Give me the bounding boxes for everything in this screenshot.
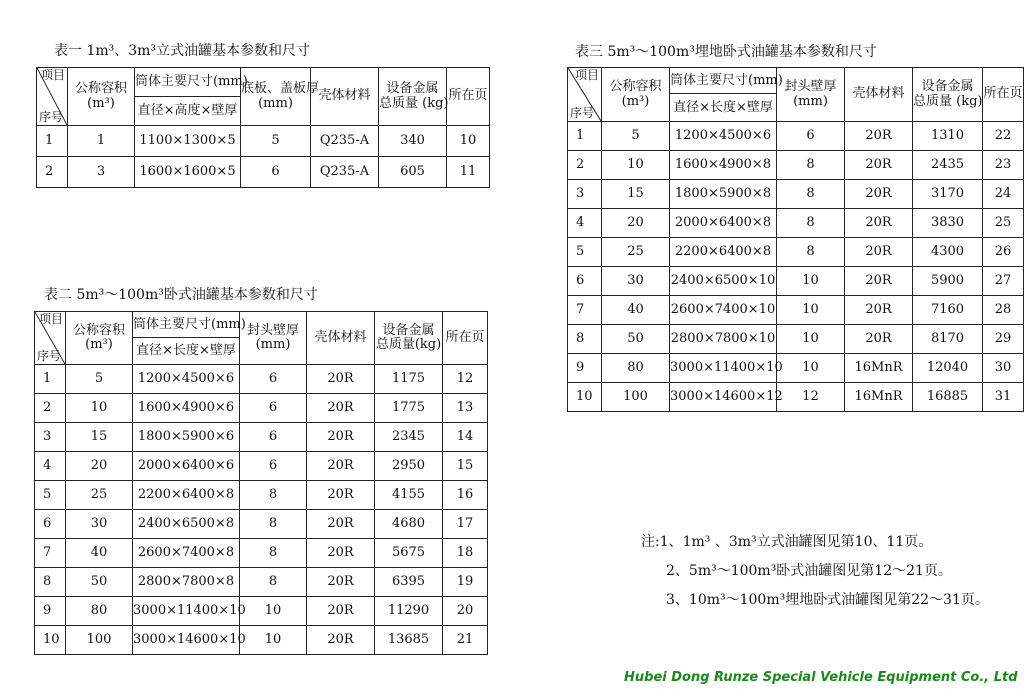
table2-cell-mass: 2345 bbox=[375, 423, 443, 452]
table3-cell-page: 24 bbox=[983, 180, 1024, 209]
table1-cell-seq: 2 bbox=[37, 157, 68, 188]
table1-cell-page: 10 bbox=[447, 126, 490, 157]
table3-cell-seq: 4 bbox=[568, 209, 602, 238]
table-row bbox=[568, 209, 1024, 238]
table3-cell-thickness: 10 bbox=[777, 354, 845, 383]
table2-cell-thickness: 6 bbox=[240, 452, 307, 481]
table3-cell-mass: 5900 bbox=[913, 267, 983, 296]
table3-cell-dims: 2800×7800×10 bbox=[670, 325, 777, 354]
note-1: 注:1、1m³ 、3m³立式油罐图见第10、11页。 bbox=[641, 534, 933, 550]
table3-cell-capacity: 50 bbox=[602, 325, 670, 354]
table2-cell-capacity: 5 bbox=[66, 365, 133, 394]
table3-header-dims-sub: 直径×长度×壁厚 bbox=[673, 100, 773, 115]
table1-cell-seq: 1 bbox=[37, 126, 68, 157]
table1-header-plate-label: 底板、盖板厚 bbox=[241, 81, 320, 97]
table2-cell-dims: 2000×6400×6 bbox=[133, 452, 240, 481]
table3-cell-thickness: 10 bbox=[777, 325, 845, 354]
table2-cell-thickness: 8 bbox=[240, 568, 307, 597]
table2-cell-capacity: 25 bbox=[66, 481, 133, 510]
table2-cell-thickness: 10 bbox=[240, 626, 307, 655]
table2-header-material: 壳体材料 bbox=[307, 312, 375, 365]
table2-cell-mass: 1775 bbox=[375, 394, 443, 423]
table1-header-mass bbox=[379, 68, 447, 126]
table1-header-capacity-unit: (m³) bbox=[87, 95, 115, 111]
table2-cell-seq: 1 bbox=[35, 365, 66, 394]
table2-cell-page: 13 bbox=[443, 394, 488, 423]
table2-cell-mass: 1175 bbox=[375, 365, 443, 394]
table1 bbox=[36, 67, 490, 188]
table2-header-page: 所在页 bbox=[443, 312, 488, 365]
table2-header-head bbox=[240, 312, 307, 365]
table3-cell-dims: 3000×14600×12 bbox=[670, 383, 777, 412]
table3-cell-seq: 10 bbox=[568, 383, 602, 412]
table2-header-mass-label: 设备金属 bbox=[382, 322, 435, 338]
table2-cell-seq: 3 bbox=[35, 423, 66, 452]
table-row bbox=[568, 325, 1024, 354]
table2-cell-dims: 2200×6400×8 bbox=[133, 481, 240, 510]
table3-cell-capacity: 40 bbox=[602, 296, 670, 325]
table3-cell-material: 20R bbox=[845, 209, 913, 238]
table3-cell-page: 23 bbox=[983, 151, 1024, 180]
table2-header-capacity bbox=[66, 312, 133, 365]
table-row bbox=[568, 238, 1024, 267]
table2-cell-material: 20R bbox=[307, 452, 375, 481]
table-row bbox=[37, 157, 490, 188]
table1-header-material: 壳体材料 bbox=[311, 68, 379, 126]
table2-cell-mass: 4680 bbox=[375, 510, 443, 539]
table2-cell-page: 12 bbox=[443, 365, 488, 394]
table3-header-capacity-unit: (m³) bbox=[621, 93, 650, 109]
table3-header-mass-sub: 总质量 (kg) bbox=[913, 93, 983, 109]
table1-header-seq: 序号 bbox=[39, 109, 64, 124]
table2-header-head-unit: (mm) bbox=[255, 337, 291, 352]
table3-cell-dims: 1600×4900×8 bbox=[670, 151, 777, 180]
table2-diag-header bbox=[35, 312, 66, 365]
table3-cell-thickness: 6 bbox=[777, 122, 845, 151]
table2-cell-thickness: 10 bbox=[240, 597, 307, 626]
table3-cell-seq: 6 bbox=[568, 267, 602, 296]
table2-cell-page: 15 bbox=[443, 452, 488, 481]
table2-cell-dims: 3000×14600×10 bbox=[133, 626, 240, 655]
table3-cell-thickness: 10 bbox=[777, 267, 845, 296]
table2-header-seq: 序号 bbox=[37, 348, 62, 363]
table3-cell-seq: 9 bbox=[568, 354, 602, 383]
table3-cell-capacity: 30 bbox=[602, 267, 670, 296]
table2-cell-dims: 2400×6500×8 bbox=[133, 510, 240, 539]
table2-cell-capacity: 30 bbox=[66, 510, 133, 539]
table2-header-capacity-label: 公称容积 bbox=[72, 322, 125, 338]
table2-cell-material: 20R bbox=[307, 394, 375, 423]
table3-cell-capacity: 100 bbox=[602, 383, 670, 412]
table3-cell-dims: 1200×4500×6 bbox=[670, 122, 777, 151]
table3-cell-thickness: 8 bbox=[777, 180, 845, 209]
table3-cell-material: 16MnR bbox=[845, 354, 913, 383]
table2-cell-page: 14 bbox=[443, 423, 488, 452]
table1-header-page: 所在页 bbox=[447, 68, 490, 126]
note-2: 2、5m³～100m³卧式油罐图见第12～21页。 bbox=[666, 563, 952, 579]
table3-header-material: 壳体材料 bbox=[845, 68, 913, 122]
table3-cell-material: 20R bbox=[845, 325, 913, 354]
table3-header-mass-label: 设备金属 bbox=[921, 79, 974, 95]
table2-cell-dims: 3000×11400×10 bbox=[133, 597, 240, 626]
table-row bbox=[35, 423, 488, 452]
table2-cell-dims: 2600×7400×8 bbox=[133, 539, 240, 568]
table2-cell-material: 20R bbox=[307, 539, 375, 568]
table1-cell-thickness: 6 bbox=[241, 157, 311, 188]
table2-cell-thickness: 6 bbox=[240, 365, 307, 394]
table1-header-item: 项目 bbox=[40, 68, 65, 82]
table2-cell-dims: 2800×7800×8 bbox=[133, 568, 240, 597]
table2-cell-thickness: 8 bbox=[240, 510, 307, 539]
table3-cell-thickness: 8 bbox=[777, 209, 845, 238]
table3-cell-dims: 1800×5900×8 bbox=[670, 180, 777, 209]
table-row bbox=[35, 626, 488, 655]
table3-header-page: 所在页 bbox=[983, 68, 1024, 122]
table2-cell-material: 20R bbox=[307, 597, 375, 626]
table3-cell-seq: 7 bbox=[568, 296, 602, 325]
table2-cell-capacity: 10 bbox=[66, 394, 133, 423]
table3-cell-mass: 4300 bbox=[913, 238, 983, 267]
table1-header-plate bbox=[241, 68, 320, 126]
table2-body bbox=[35, 365, 488, 655]
table3-cell-capacity: 5 bbox=[602, 122, 670, 151]
table3-cell-page: 26 bbox=[983, 238, 1024, 267]
table2-cell-material: 20R bbox=[307, 365, 375, 394]
table3-cell-dims: 2600×7400×10 bbox=[670, 296, 777, 325]
table-row bbox=[37, 126, 490, 157]
table2-cell-dims: 1800×5900×6 bbox=[133, 423, 240, 452]
table1-header-capacity bbox=[68, 68, 135, 126]
table2-cell-page: 21 bbox=[443, 626, 488, 655]
table2-cell-material: 20R bbox=[307, 510, 375, 539]
table2-header-capacity-unit: (m³) bbox=[85, 337, 113, 352]
table-row bbox=[568, 267, 1024, 296]
table-row bbox=[35, 481, 488, 510]
table3-cell-mass: 16885 bbox=[913, 383, 983, 412]
table3-cell-material: 20R bbox=[845, 296, 913, 325]
table2-cell-mass: 11290 bbox=[375, 597, 443, 626]
table1-header-plate-unit: (mm) bbox=[258, 95, 293, 111]
note-3: 3、10m³～100m³埋地卧式油罐图见第22～31页。 bbox=[666, 592, 989, 608]
table2-cell-mass: 2950 bbox=[375, 452, 443, 481]
table1-header-mass-label: 设备金属 bbox=[386, 81, 439, 97]
table3-cell-page: 29 bbox=[983, 325, 1024, 354]
table3-cell-page: 22 bbox=[983, 122, 1024, 151]
table3-cell-thickness: 8 bbox=[777, 238, 845, 267]
table-row bbox=[568, 296, 1024, 325]
table3-cell-material: 20R bbox=[845, 122, 913, 151]
table2-cell-thickness: 6 bbox=[240, 423, 307, 452]
table3-cell-capacity: 10 bbox=[602, 151, 670, 180]
table-row bbox=[35, 365, 488, 394]
table1-header-dims-label: 筒体主要尺寸(mm) bbox=[135, 68, 240, 97]
table3-header-head-unit: (mm) bbox=[793, 93, 828, 109]
table1-cell-material: Q235-A bbox=[311, 126, 379, 157]
table-row bbox=[568, 354, 1024, 383]
table3-cell-seq: 2 bbox=[568, 151, 602, 180]
table2-header-dims-label: 筒体主要尺寸(mm) bbox=[133, 312, 239, 338]
table2-cell-thickness: 8 bbox=[240, 539, 307, 568]
table3-cell-material: 20R bbox=[845, 180, 913, 209]
table3-cell-seq: 8 bbox=[568, 325, 602, 354]
table2-cell-capacity: 50 bbox=[66, 568, 133, 597]
table3-cell-mass: 8170 bbox=[913, 325, 983, 354]
table3-cell-page: 28 bbox=[983, 296, 1024, 325]
table3-header-item: 项目 bbox=[574, 68, 599, 82]
table3-cell-material: 20R bbox=[845, 238, 913, 267]
table2-cell-capacity: 80 bbox=[66, 597, 133, 626]
table1-header-dims bbox=[135, 68, 248, 126]
table1-cell-material: Q235-A bbox=[311, 157, 379, 188]
table3-header-mass bbox=[913, 68, 983, 122]
table3-cell-page: 30 bbox=[983, 354, 1024, 383]
table3-cell-seq: 3 bbox=[568, 180, 602, 209]
table3-header-head-label: 封头壁厚 bbox=[784, 79, 837, 95]
table2-cell-capacity: 20 bbox=[66, 452, 133, 481]
table1-cell-dims: 1100×1300×5 bbox=[135, 126, 241, 157]
table3-cell-thickness: 12 bbox=[777, 383, 845, 412]
table2-cell-mass: 4155 bbox=[375, 481, 443, 510]
table3-header-dims bbox=[670, 68, 783, 122]
table-row bbox=[35, 597, 488, 626]
table2-cell-mass: 5675 bbox=[375, 539, 443, 568]
table1-header-dims-sub: 直径×高度×壁厚 bbox=[137, 103, 238, 118]
table2-header-dims bbox=[133, 312, 246, 365]
table-row bbox=[568, 151, 1024, 180]
table3-cell-mass: 7160 bbox=[913, 296, 983, 325]
table-row bbox=[35, 452, 488, 481]
table1-cell-capacity: 3 bbox=[68, 157, 135, 188]
table3-cell-material: 16MnR bbox=[845, 383, 913, 412]
table3 bbox=[567, 67, 1024, 412]
table3-cell-dims: 2400×6500×10 bbox=[670, 267, 777, 296]
table-row bbox=[568, 180, 1024, 209]
table1-cell-thickness: 5 bbox=[241, 126, 311, 157]
table3-cell-page: 31 bbox=[983, 383, 1024, 412]
table3-cell-seq: 1 bbox=[568, 122, 602, 151]
table3-cell-page: 27 bbox=[983, 267, 1024, 296]
table2-cell-material: 20R bbox=[307, 423, 375, 452]
table2-cell-page: 17 bbox=[443, 510, 488, 539]
table2-cell-seq: 6 bbox=[35, 510, 66, 539]
table2-cell-thickness: 6 bbox=[240, 394, 307, 423]
table-row bbox=[35, 568, 488, 597]
table3-cell-material: 20R bbox=[845, 267, 913, 296]
table3-cell-dims: 2000×6400×8 bbox=[670, 209, 777, 238]
table2-header-mass bbox=[375, 312, 443, 365]
table2-cell-capacity: 40 bbox=[66, 539, 133, 568]
table3-cell-mass: 12040 bbox=[913, 354, 983, 383]
table3-header-head bbox=[777, 68, 845, 122]
table3-cell-mass: 1310 bbox=[913, 122, 983, 151]
table1-body bbox=[37, 126, 490, 188]
table3-cell-thickness: 10 bbox=[777, 296, 845, 325]
table3-caption: 表三 5m³～100m³埋地卧式油罐基本参数和尺寸 bbox=[575, 44, 877, 60]
table2-cell-seq: 5 bbox=[35, 481, 66, 510]
table1-cell-page: 11 bbox=[447, 157, 490, 188]
table2-cell-mass: 6395 bbox=[375, 568, 443, 597]
table2-cell-page: 16 bbox=[443, 481, 488, 510]
table1-diag-header bbox=[37, 68, 68, 126]
table-row bbox=[568, 383, 1024, 412]
table2-header-mass-sub: 总质量(kg) bbox=[375, 337, 442, 352]
table2-cell-thickness: 8 bbox=[240, 481, 307, 510]
table-row bbox=[35, 539, 488, 568]
table3-cell-page: 25 bbox=[983, 209, 1024, 238]
table3-cell-thickness: 8 bbox=[777, 151, 845, 180]
table2-cell-material: 20R bbox=[307, 481, 375, 510]
table3-cell-mass: 3170 bbox=[913, 180, 983, 209]
table2-header-head-label: 封头壁厚 bbox=[246, 322, 299, 338]
table1-cell-capacity: 1 bbox=[68, 126, 135, 157]
table3-header-capacity-label: 公称容积 bbox=[609, 79, 662, 95]
table3-cell-mass: 2435 bbox=[913, 151, 983, 180]
table3-header-seq: 序号 bbox=[570, 105, 595, 120]
table3-diag-header bbox=[568, 68, 602, 122]
table3-cell-capacity: 15 bbox=[602, 180, 670, 209]
table2-cell-capacity: 15 bbox=[66, 423, 133, 452]
table3-cell-seq: 5 bbox=[568, 238, 602, 267]
table2-cell-mass: 13685 bbox=[375, 626, 443, 655]
table2-cell-seq: 9 bbox=[35, 597, 66, 626]
table1-header-mass-sub: 总质量 (kg) bbox=[379, 95, 449, 111]
table2-cell-seq: 7 bbox=[35, 539, 66, 568]
table2-cell-page: 19 bbox=[443, 568, 488, 597]
table3-header-capacity bbox=[602, 68, 670, 122]
table1-header-capacity-label: 公称容积 bbox=[74, 81, 127, 97]
table2-caption: 表二 5m³～100m³卧式油罐基本参数和尺寸 bbox=[44, 287, 318, 303]
table1-cell-mass: 340 bbox=[379, 126, 447, 157]
table2-cell-page: 20 bbox=[443, 597, 488, 626]
table2-header-dims-sub: 直径×长度×壁厚 bbox=[136, 343, 236, 358]
table3-cell-capacity: 80 bbox=[602, 354, 670, 383]
table1-cell-dims: 1600×1600×5 bbox=[135, 157, 241, 188]
table2 bbox=[34, 311, 488, 655]
table3-body bbox=[568, 122, 1024, 412]
notes bbox=[641, 528, 989, 615]
table2-cell-page: 18 bbox=[443, 539, 488, 568]
table2-cell-seq: 8 bbox=[35, 568, 66, 597]
table2-header-item: 项目 bbox=[38, 312, 63, 326]
table3-cell-capacity: 20 bbox=[602, 209, 670, 238]
table1-caption: 表一 1m³、3m³立式油罐基本参数和尺寸 bbox=[54, 43, 311, 59]
table3-cell-dims: 3000×11400×10 bbox=[670, 354, 777, 383]
table3-cell-capacity: 25 bbox=[602, 238, 670, 267]
table2-cell-material: 20R bbox=[307, 626, 375, 655]
table1-cell-mass: 605 bbox=[379, 157, 447, 188]
table3-cell-material: 20R bbox=[845, 151, 913, 180]
table3-header-dims-label: 筒体主要尺寸(mm) bbox=[670, 68, 776, 94]
table-row bbox=[568, 122, 1024, 151]
company-footer: Hubei Dong Runze Special Vehicle Equipment Co., Ltd bbox=[624, 670, 1018, 685]
table2-cell-material: 20R bbox=[307, 568, 375, 597]
table-row bbox=[35, 394, 488, 423]
table2-cell-seq: 4 bbox=[35, 452, 66, 481]
table2-cell-dims: 1200×4500×6 bbox=[133, 365, 240, 394]
table2-cell-seq: 10 bbox=[35, 626, 66, 655]
table2-cell-capacity: 100 bbox=[66, 626, 133, 655]
table3-cell-mass: 3830 bbox=[913, 209, 983, 238]
table2-cell-dims: 1600×4900×6 bbox=[133, 394, 240, 423]
table-row bbox=[35, 510, 488, 539]
table2-cell-seq: 2 bbox=[35, 394, 66, 423]
table3-cell-dims: 2200×6400×8 bbox=[670, 238, 777, 267]
